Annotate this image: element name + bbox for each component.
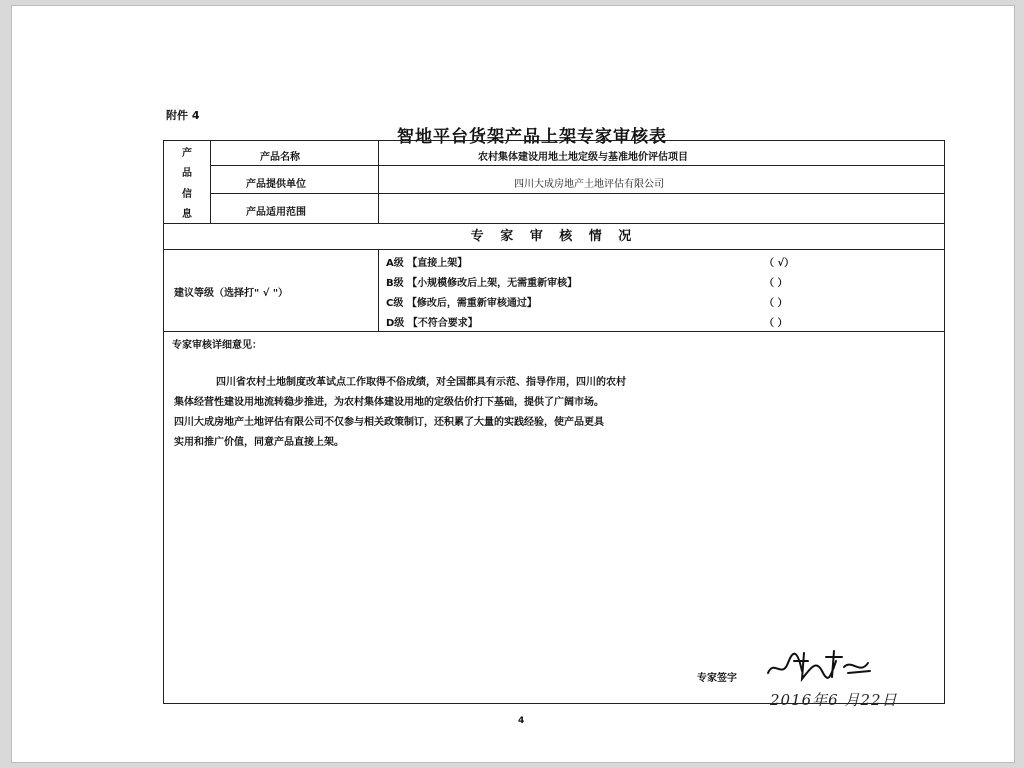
divider: [164, 331, 944, 332]
rating-option-c-mark: （ ）: [764, 298, 788, 309]
rating-option-a-mark: （ √）: [764, 258, 795, 269]
rating-option-b-mark: （ ）: [764, 278, 788, 289]
product-provider-value: 四川大成房地产土地评估有限公司: [514, 179, 664, 190]
opinion-body: [174, 373, 944, 453]
divider: [378, 141, 379, 223]
opinion-line: 集体经营性建设用地流转稳步推进，为农村集体建设用地的定级估价打下基础，提供了广阔市场。: [174, 397, 604, 408]
product-scope-label: 产品适用范围: [246, 207, 306, 218]
opinion-line: 实用和推广价值，同意产品直接上架。: [174, 437, 344, 448]
rating-option-d: D级 【不符合要求】: [386, 318, 478, 329]
rating-option-b: B级 【小规模修改后上架，无需重新审核】: [386, 278, 578, 289]
product-provider-label: 产品提供单位: [246, 179, 306, 190]
divider: [164, 249, 944, 250]
divider: [210, 165, 944, 166]
page-number: 4: [518, 716, 525, 726]
document-page: [12, 6, 1014, 762]
divider: [378, 249, 379, 331]
product-name-label: 产品名称: [260, 152, 300, 163]
review-section-title: 专 家 审 核 情 况: [470, 229, 638, 244]
signature-label: 专家签字: [697, 673, 737, 684]
rating-option-d-mark: （ ）: [764, 318, 788, 329]
divider: [210, 141, 211, 223]
attachment-label: 附件 4: [166, 109, 200, 122]
side-char: 产: [182, 147, 192, 159]
opinion-label: 专家审核详细意见：: [172, 340, 262, 351]
handwritten-signature: [764, 649, 874, 683]
rating-option-a: A级 【直接上架】: [386, 258, 468, 269]
divider: [164, 223, 944, 224]
rating-label: 建议等级（选择打" √ "）: [174, 288, 289, 299]
side-char: 品: [182, 168, 192, 180]
opinion-line: 四川省农村土地制度改革试点工作取得不俗成绩，对全国都具有示范、指导作用，四川的农村: [216, 377, 626, 388]
product-info-side-label: [164, 141, 210, 223]
review-form-table: [163, 140, 945, 709]
divider: [210, 193, 944, 194]
rating-option-c: C级 【修改后，需重新审核通过】: [386, 298, 537, 309]
handwritten-date: 2016年6 月22日: [770, 691, 898, 709]
side-char: 信: [182, 188, 192, 200]
opinion-line: 四川大成房地产土地评估有限公司不仅参与相关政策制订，还积累了大量的实践经验，使产品更具: [174, 417, 604, 428]
product-name-value: 农村集体建设用地土地定级与基准地价评估项目: [478, 152, 688, 163]
side-char: 息: [182, 209, 192, 221]
document-title: 智地平台货架产品上架专家审核表: [397, 127, 667, 147]
